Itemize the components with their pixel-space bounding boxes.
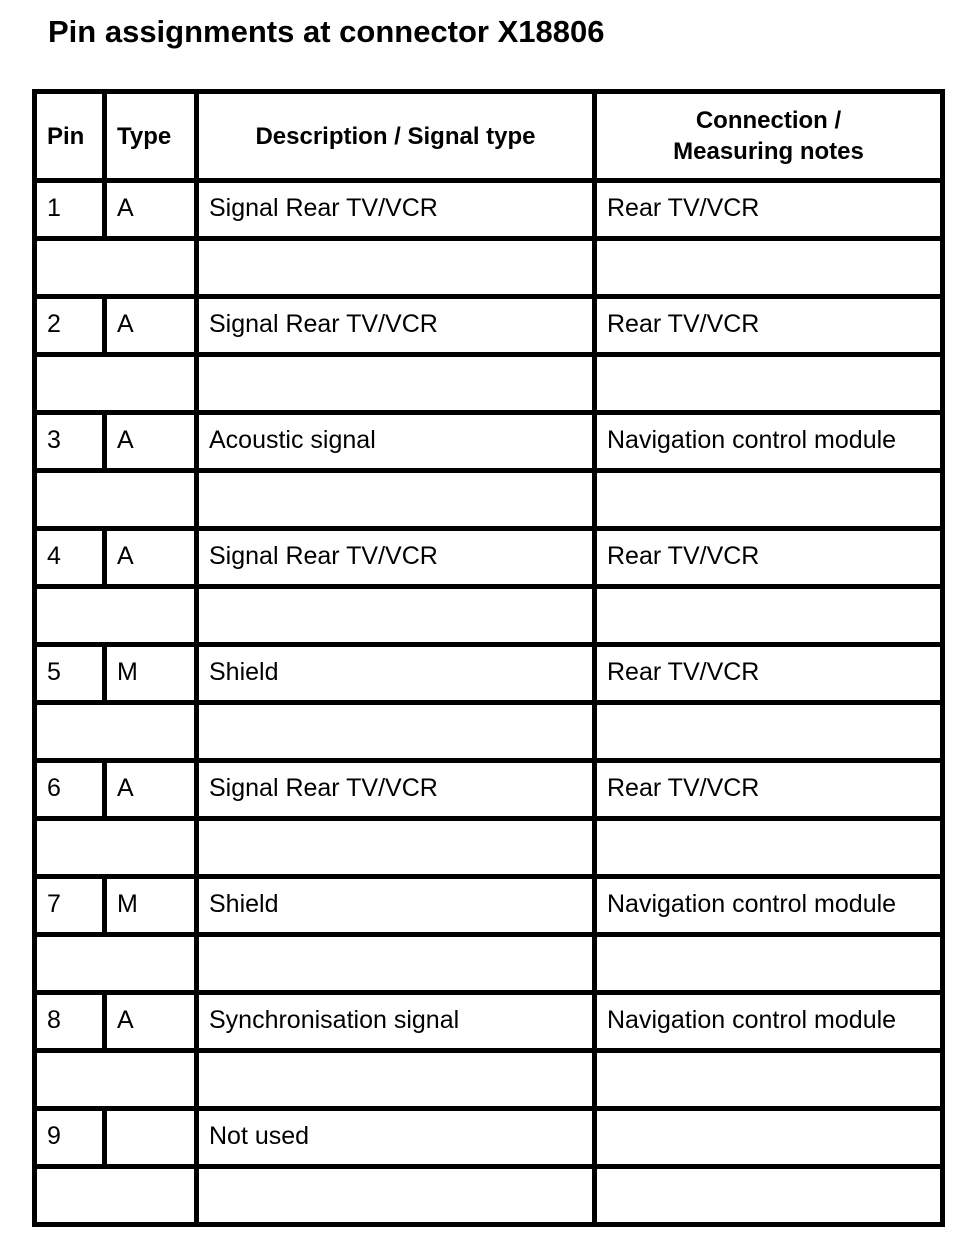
pin-cell: 8	[35, 993, 105, 1051]
table-row	[35, 645, 943, 703]
connection-cell: Rear TV/VCR	[595, 181, 943, 239]
spacer-cell	[35, 819, 197, 877]
description-cell: Shield	[197, 877, 595, 935]
pin-cell: 1	[35, 181, 105, 239]
spacer-cell	[197, 1051, 595, 1109]
type-cell: A	[105, 181, 197, 239]
type-cell: A	[105, 413, 197, 471]
type-cell: A	[105, 297, 197, 355]
spacer-cell	[197, 703, 595, 761]
pin-cell: 7	[35, 877, 105, 935]
table-spacer-row	[35, 355, 943, 413]
table-row	[35, 181, 943, 239]
table-header-row	[35, 92, 943, 181]
description-cell: Acoustic signal	[197, 413, 595, 471]
table-spacer-row	[35, 819, 943, 877]
spacer-cell	[595, 587, 943, 645]
description-cell: Signal Rear TV/VCR	[197, 297, 595, 355]
column-header-connection	[595, 92, 943, 181]
column-header-type: Type	[105, 92, 197, 181]
table-row	[35, 877, 943, 935]
spacer-cell	[197, 239, 595, 297]
spacer-cell	[595, 471, 943, 529]
connection-cell: Navigation control module	[595, 877, 943, 935]
spacer-cell	[35, 1167, 197, 1225]
connection-cell: Rear TV/VCR	[595, 645, 943, 703]
spacer-cell	[35, 935, 197, 993]
table-spacer-row	[35, 935, 943, 993]
type-cell: M	[105, 645, 197, 703]
description-cell: Synchronisation signal	[197, 993, 595, 1051]
column-header-description: Description / Signal type	[197, 92, 595, 181]
table-spacer-row	[35, 1167, 943, 1225]
spacer-cell	[595, 1167, 943, 1225]
spacer-cell	[35, 587, 197, 645]
table-row	[35, 529, 943, 587]
spacer-cell	[35, 471, 197, 529]
type-cell: A	[105, 761, 197, 819]
spacer-cell	[197, 587, 595, 645]
description-cell: Signal Rear TV/VCR	[197, 181, 595, 239]
connection-cell: Navigation control module	[595, 413, 943, 471]
type-cell: A	[105, 529, 197, 587]
description-cell: Shield	[197, 645, 595, 703]
spacer-cell	[595, 703, 943, 761]
description-cell: Signal Rear TV/VCR	[197, 529, 595, 587]
type-cell: M	[105, 877, 197, 935]
table-row	[35, 1109, 943, 1167]
table-row	[35, 297, 943, 355]
column-header-pin: Pin	[35, 92, 105, 181]
spacer-cell	[35, 355, 197, 413]
spacer-cell	[197, 1167, 595, 1225]
connection-cell: Rear TV/VCR	[595, 529, 943, 587]
pin-cell: 4	[35, 529, 105, 587]
column-header-connection-line2: Measuring notes	[673, 138, 864, 165]
spacer-cell	[197, 355, 595, 413]
spacer-cell	[35, 703, 197, 761]
table-spacer-row	[35, 239, 943, 297]
pin-cell: 5	[35, 645, 105, 703]
pin-cell: 6	[35, 761, 105, 819]
pin-cell: 2	[35, 297, 105, 355]
spacer-cell	[197, 935, 595, 993]
table-row	[35, 761, 943, 819]
spacer-cell	[595, 355, 943, 413]
connection-cell: Navigation control module	[595, 993, 943, 1051]
column-header-connection-line1: Connection /	[695, 107, 842, 134]
connection-cell: Rear TV/VCR	[595, 297, 943, 355]
spacer-cell	[595, 1051, 943, 1109]
description-cell: Signal Rear TV/VCR	[197, 761, 595, 819]
table-row	[35, 413, 943, 471]
table-row	[35, 993, 943, 1051]
type-cell	[105, 1109, 197, 1167]
spacer-cell	[595, 819, 943, 877]
table-spacer-row	[35, 1051, 943, 1109]
spacer-cell	[197, 471, 595, 529]
spacer-cell	[197, 819, 595, 877]
description-cell: Not used	[197, 1109, 595, 1167]
type-cell: A	[105, 993, 197, 1051]
table-spacer-row	[35, 471, 943, 529]
pin-assignment-table	[32, 89, 945, 1227]
table-spacer-row	[35, 587, 943, 645]
spacer-cell	[595, 935, 943, 993]
table-spacer-row	[35, 703, 943, 761]
pin-cell: 3	[35, 413, 105, 471]
connection-cell: Rear TV/VCR	[595, 761, 943, 819]
spacer-cell	[595, 239, 943, 297]
connection-cell	[595, 1109, 943, 1167]
spacer-cell	[35, 1051, 197, 1109]
pin-cell: 9	[35, 1109, 105, 1167]
page-title: Pin assignments at connector X18806	[48, 14, 605, 49]
spacer-cell	[35, 239, 197, 297]
